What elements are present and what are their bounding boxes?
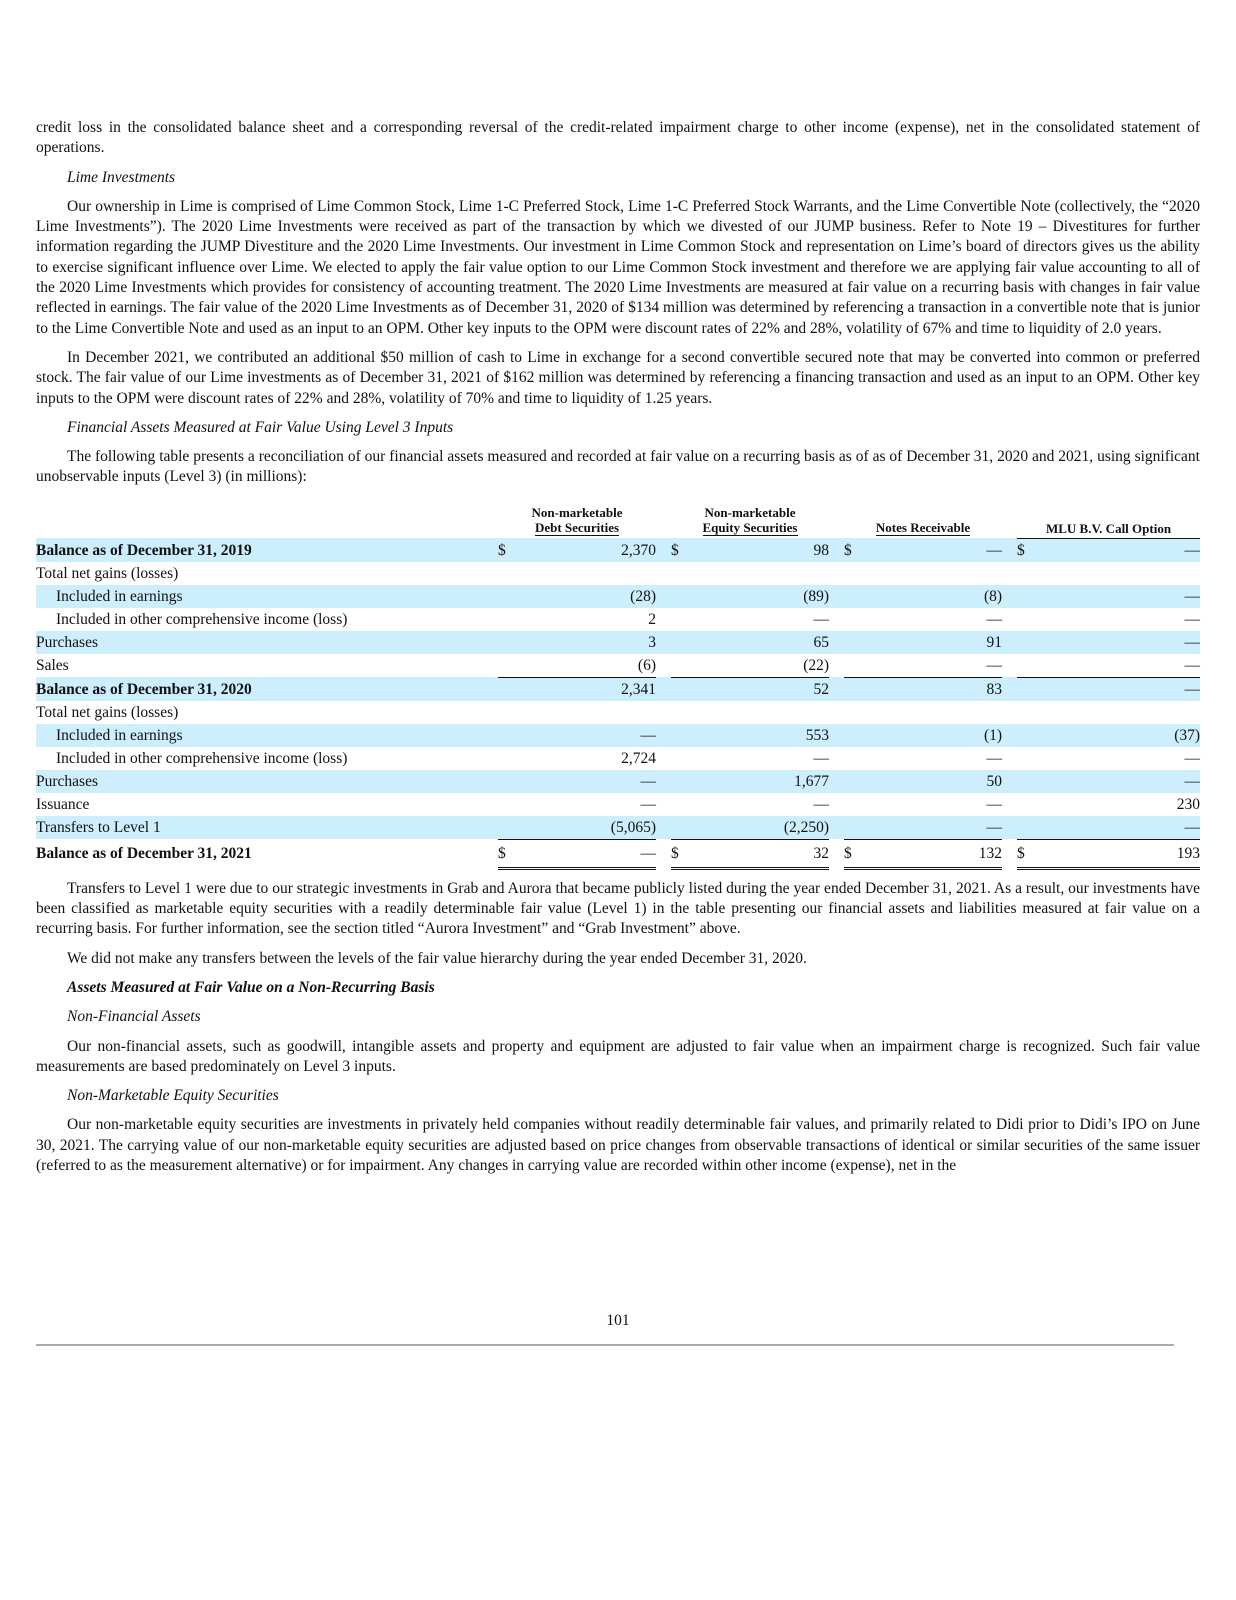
row-label: Included in earnings (36, 724, 498, 747)
row-label: Total net gains (losses) (36, 703, 179, 721)
currency-cell: $ (844, 839, 874, 868)
value-cell: — (1047, 631, 1200, 654)
row-label: Transfers to Level 1 (36, 816, 498, 840)
value-cell: — (986, 795, 1003, 813)
table-row (36, 631, 1200, 654)
document-page (36, 118, 1200, 1185)
table-row (36, 677, 1200, 701)
col-header-notes (844, 502, 1002, 539)
value-cell: — (528, 724, 656, 747)
currency-cell: $ (671, 839, 701, 868)
value-cell: — (874, 538, 1002, 562)
value-cell: 230 (1176, 795, 1201, 813)
level3-paragraph: The following table presents a reconciliation of our financial assets measured and recorded at fair value on a recurring basis as of as of December 31, 2020 and 2021, using significant unobservable inputs (Level 3) (in millions): (36, 448, 1200, 486)
value-cell: 2,370 (528, 538, 656, 562)
currency-cell: $ (498, 839, 528, 868)
level3-reconciliation-table (36, 502, 1200, 870)
value-cell: — (813, 795, 830, 813)
col-header-debt (498, 502, 656, 539)
col-header-debt-line1: Non-marketable (531, 505, 623, 521)
currency-cell: $ (844, 538, 874, 562)
table-row (36, 585, 1200, 608)
value-cell: — (813, 749, 830, 767)
transfers-paragraph: Transfers to Level 1 were due to our strategic investments in Grab and Aurora that became publicly listed during the year ended December 31, 2021. As a result, our investments have been classified as marketable equity securities with a readily determinable fair value (Level 1) in the table presenting our financial assets and liabilities measured at fair value on a recurring basis. For further information, see the section titled “Aurora Investment” and “Grab Investment” above. (36, 879, 1200, 938)
value-cell: 32 (701, 839, 829, 868)
table-row (36, 724, 1200, 747)
table-row (36, 701, 1200, 724)
row-label: Included in other comprehensive income (loss) (56, 749, 348, 767)
row-label: Total net gains (losses) (36, 564, 179, 582)
col-header-notes-line2: Notes Receivable (875, 520, 971, 536)
value-cell: 52 (701, 677, 829, 701)
value-cell: — (528, 839, 656, 868)
table-header-row (36, 502, 1200, 539)
value-cell: (28) (528, 585, 656, 608)
value-cell: — (1047, 585, 1200, 608)
value-cell: 132 (874, 839, 1002, 868)
value-cell: — (1184, 749, 1201, 767)
value-cell: 553 (701, 724, 829, 747)
level3-heading: Financial Assets Measured at Fair Value Using Level 3 Inputs (67, 418, 454, 436)
value-cell: — (986, 749, 1003, 767)
col-header-equity-line2: Equity Securities (702, 520, 798, 536)
currency-cell: $ (671, 538, 701, 562)
table-row (36, 839, 1200, 868)
value-cell: 83 (874, 677, 1002, 701)
value-cell: — (1184, 610, 1201, 628)
non-marketable-equity-heading: Non-Marketable Equity Securities (67, 1087, 279, 1105)
value-cell: (5,065) (528, 816, 656, 840)
value-cell: 91 (874, 631, 1002, 654)
intro-paragraph: credit loss in the consolidated balance sheet and a corresponding reversal of the credit-related impairment charge to other income (expense), net in the consolidated statement of operations. (36, 119, 1200, 157)
value-cell: — (986, 656, 1003, 674)
value-cell: — (1047, 538, 1200, 562)
value-cell: — (1047, 816, 1200, 840)
value-cell: 2,341 (528, 677, 656, 701)
value-cell: — (874, 816, 1002, 840)
value-cell: (1) (874, 724, 1002, 747)
row-label: Balance as of December 31, 2020 (36, 677, 498, 701)
footer-rule (36, 1344, 1174, 1346)
value-cell: — (640, 795, 656, 813)
row-label: Issuance (36, 795, 90, 813)
col-header-equity-line1: Non-marketable (704, 505, 796, 521)
table-row (36, 608, 1200, 631)
non-financial-assets-heading: Non-Financial Assets (67, 1008, 201, 1026)
value-cell: 3 (528, 631, 656, 654)
value-cell: — (1047, 677, 1200, 701)
value-cell: 65 (701, 631, 829, 654)
row-label: Purchases (36, 770, 498, 793)
value-cell: (6) (637, 656, 656, 674)
currency-cell: $ (1017, 538, 1047, 562)
value-cell: 2,724 (621, 749, 656, 767)
currency-cell: $ (498, 538, 528, 562)
col-header-mlu (1017, 502, 1200, 539)
table-row (36, 538, 1200, 562)
currency-cell: $ (1017, 839, 1047, 868)
non-financial-assets-paragraph: Our non-financial assets, such as goodwill, intangible assets and property and equipment are adjusted to fair value when an impairment charge is recognized. Such fair value measurements are based predominately on Level 3 inputs. (36, 1037, 1200, 1075)
value-cell: 98 (701, 538, 829, 562)
value-cell: (8) (874, 585, 1002, 608)
value-cell: 50 (874, 770, 1002, 793)
row-label: Included in other comprehensive income (loss) (56, 610, 348, 628)
value-cell: 2 (648, 610, 656, 628)
value-cell: (37) (1047, 724, 1200, 747)
table-row (36, 793, 1200, 816)
table-row (36, 816, 1200, 840)
non-marketable-equity-paragraph: Our non-marketable equity securities are investments in privately held companies without readily determinable fair values, and primarily related to Didi prior to Didi’s IPO on June 30, 2021. The carrying value of our non-marketable equity securities are adjusted based on price changes from observable transactions of identical or similar securities of the same issuer (referred to as the measurement alternative) or for impairment. Any changes in carrying value are recorded within other income (expense), net in the (36, 1116, 1200, 1175)
value-cell: — (986, 610, 1003, 628)
table-row (36, 654, 1200, 678)
col-header-mlu-line2: MLU B.V. Call Option (1045, 520, 1172, 536)
value-cell: (22) (803, 656, 830, 674)
no-transfers-paragraph: We did not make any transfers between the levels of the fair value hierarchy during the year ended December 31, 2020. (67, 949, 807, 967)
value-cell: 193 (1047, 839, 1200, 868)
row-label: Included in earnings (36, 585, 498, 608)
value-cell: (89) (701, 585, 829, 608)
row-label: Purchases (36, 631, 498, 654)
row-label: Sales (36, 657, 69, 674)
table-row (36, 562, 1200, 585)
lime-paragraph-2: In December 2021, we contributed an additional $50 million of cash to Lime in exchange for a second convertible secured note that may be converted into common or preferred stock. The fair value of our Lime investments as of December 31, 2021 of $162 million was determined by referencing a financing transaction and used as an input to an OPM. Other key inputs to the OPM were discount rates of 22% and 28%, volatility of 70% and time to liquidity of 1.25 years. (36, 348, 1200, 407)
lime-investments-heading: Lime Investments (67, 168, 176, 186)
page-number: 101 (606, 1312, 630, 1329)
lime-paragraph-1: Our ownership in Lime is comprised of Lime Common Stock, Lime 1-C Preferred Stock, Lime 1-C Preferred Stock Warrants, and the Lime Convertible Note (collectively, the “2020 Lime Investments”). The 2020 Lime Investments were received as part of the transaction by which we divested of our JUMP business. Refer to Note 19 – Divestitures for further information regarding the JUMP Divestiture and the 2020 Lime Investments. Our investment in Lime Common Stock and representation on Lime’s board of directors gives us the ability to exercise significant influence over Lime. We elected to apply the fair value option to our Lime Common Stock investment and therefore we are applying fair value accounting to all of the 2020 Lime Investments which provides for consistency of accounting treatment. The 2020 Lime Investments are measured at fair value on a recurring basis with changes in fair value reflected in earnings. The fair value of the 2020 Lime Investments as of December 31, 2020 of $134 million was determined by referencing a transaction in a convertible note that is junior to the Lime Convertible Note and used as an input to an OPM. Other key inputs to the OPM were discount rates of 22% and 28%, volatility of 67% and time to liquidity of 2.0 years. (36, 197, 1200, 337)
row-label: Balance as of December 31, 2021 (36, 845, 252, 863)
value-cell: (2,250) (701, 816, 829, 840)
value-cell: 1,677 (701, 770, 829, 793)
row-label: Balance as of December 31, 2019 (36, 538, 498, 562)
value-cell: — (1047, 770, 1200, 793)
table-row (36, 770, 1200, 793)
value-cell: — (1184, 656, 1201, 674)
table-row (36, 747, 1200, 770)
nonrecurring-heading: Assets Measured at Fair Value on a Non-Recurring Basis (67, 978, 435, 996)
value-cell: — (528, 770, 656, 793)
value-cell: — (813, 610, 830, 628)
col-header-equity (671, 502, 829, 539)
col-header-debt-line2: Debt Securities (534, 520, 620, 536)
